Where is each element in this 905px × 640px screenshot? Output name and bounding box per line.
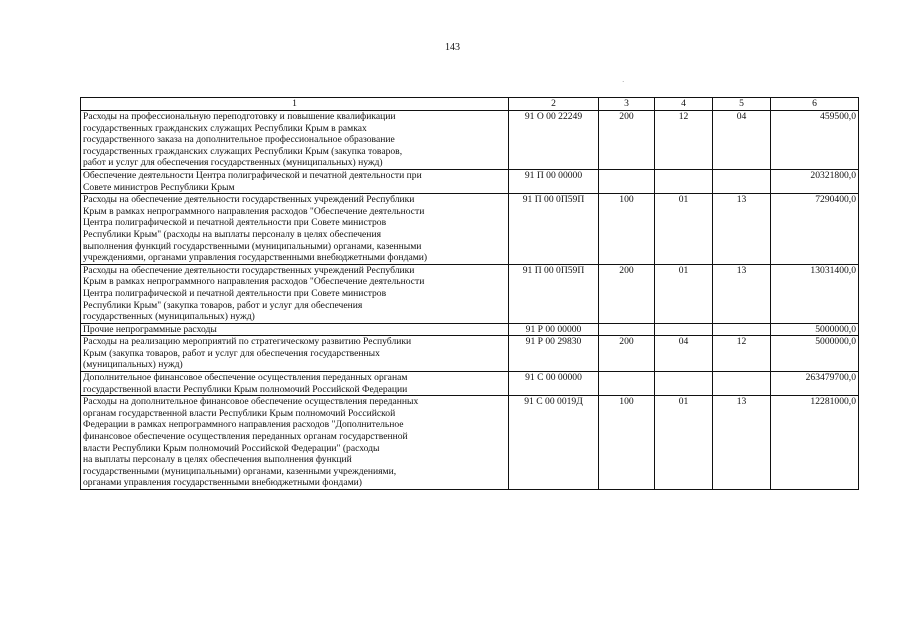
description-line: на выплаты персоналу в целях обеспечения выполнения функций	[83, 454, 352, 466]
code-cell: 91 Р 00 29830	[509, 336, 599, 372]
subsection-cell: 12	[713, 336, 771, 372]
description-line: Федерации в рамках непрограммного направления расходов "Дополнительное	[83, 419, 404, 431]
amount-cell: 5000000,0	[771, 323, 859, 336]
description-line: государственных (муниципальных) нужд)	[83, 311, 255, 323]
table-row	[81, 111, 859, 170]
header-cell-5: 5	[713, 98, 771, 111]
table-body	[81, 98, 859, 490]
header-cell-6: 6	[771, 98, 859, 111]
table-row	[81, 372, 859, 396]
subsection-cell	[713, 323, 771, 336]
description-line: финансовое обеспечение осуществления переданных органам государственной	[83, 431, 408, 443]
expense-type-cell: 200	[599, 264, 655, 323]
amount-cell: 20321800,0	[771, 169, 859, 193]
amount-cell: 13031400,0	[771, 264, 859, 323]
description-line: (муниципальных) нужд)	[83, 359, 183, 371]
description-line: Республики Крым" (закупка товаров, работ и услуг для обеспечения	[83, 299, 363, 311]
description-line: государственных гражданских служащих Республики Крым (закупка товаров,	[83, 145, 403, 157]
expense-type-cell	[599, 372, 655, 396]
description-line: Республики Крым" (расходы на выплаты персоналу в целях обеспечения	[83, 228, 381, 240]
expense-type-cell: 200	[599, 111, 655, 170]
amount-cell: 7290400,0	[771, 194, 859, 265]
table-row	[81, 169, 859, 193]
table-row	[81, 194, 859, 265]
code-cell: 91 С 00 0019Д	[509, 396, 599, 490]
header-cell-4: 4	[655, 98, 713, 111]
section-cell	[655, 169, 713, 193]
subsection-cell	[713, 372, 771, 396]
table-row	[81, 264, 859, 323]
description-line: Дополнительное финансовое обеспечение осуществления переданных органам	[83, 372, 408, 384]
code-cell: 91 П 00 00000	[509, 169, 599, 193]
code-cell: 91 О 00 22249	[509, 111, 599, 170]
description-line: Расходы на обеспечение деятельности государственных учреждений Республики	[83, 264, 415, 276]
description-cell	[81, 396, 509, 490]
description-line: власти Республики Крым полномочий Российской Федерации" (расходы	[83, 442, 380, 454]
header-cell-3: 3	[599, 98, 655, 111]
header-cell-2: 2	[509, 98, 599, 111]
section-cell	[655, 323, 713, 336]
description-line: Крым в рамках непрограммного направления расходов "Обеспечение деятельности	[83, 205, 425, 217]
description-line: Расходы на дополнительное финансовое обеспечение осуществления переданных	[83, 396, 419, 408]
section-cell: 01	[655, 396, 713, 490]
expense-type-cell: 100	[599, 194, 655, 265]
amount-cell: 263479700,0	[771, 372, 859, 396]
section-cell: 04	[655, 336, 713, 372]
description-line: работ и услуг для обеспечения государственных (муниципальных) нужд)	[83, 157, 383, 169]
scan-speck: ·	[622, 78, 625, 86]
expense-type-cell: 100	[599, 396, 655, 490]
description-line: Центра полиграфической и печатной деятельности при Совете министров	[83, 217, 387, 229]
table-row	[81, 396, 859, 490]
page-number: 143	[445, 42, 460, 53]
header-row	[81, 98, 859, 111]
subsection-cell: 04	[713, 111, 771, 170]
description-line: Прочие непрограммные расходы	[83, 323, 217, 335]
subsection-cell: 13	[713, 396, 771, 490]
amount-cell: 12281000,0	[771, 396, 859, 490]
description-cell	[81, 323, 509, 336]
description-line: органам государственной власти Республики Крым полномочий Российской	[83, 407, 396, 419]
description-line: выполнения функций государственными (муниципальными) органами, казенными	[83, 240, 422, 252]
description-cell	[81, 194, 509, 265]
expense-type-cell: 200	[599, 336, 655, 372]
expense-type-cell	[599, 323, 655, 336]
description-line: Крым (закупка товаров, работ и услуг для обеспечения государственных	[83, 347, 380, 359]
code-cell: 91 П 00 0П59П	[509, 194, 599, 265]
description-line: органами управления государственными внебюджетными фондами)	[83, 477, 362, 489]
description-line: государственной власти Республики Крым полномочий Российской Федерации	[83, 383, 408, 395]
description-cell	[81, 336, 509, 372]
section-cell: 01	[655, 194, 713, 265]
code-cell: 91 С 00 00000	[509, 372, 599, 396]
description-cell	[81, 111, 509, 170]
subsection-cell: 13	[713, 264, 771, 323]
code-cell: 91 Р 00 00000	[509, 323, 599, 336]
description-cell	[81, 372, 509, 396]
description-cell	[81, 264, 509, 323]
description-line: государственных гражданских служащих Республики Крым в рамках	[83, 122, 367, 134]
section-cell: 01	[655, 264, 713, 323]
description-line: Совете министров Республики Крым	[83, 181, 235, 193]
code-cell: 91 П 00 0П59П	[509, 264, 599, 323]
section-cell: 12	[655, 111, 713, 170]
amount-cell: 5000000,0	[771, 336, 859, 372]
budget-table	[80, 97, 859, 490]
description-line: учреждениями, органами управления государственными внебюджетными фондами)	[83, 252, 428, 264]
description-line: Расходы на реализацию мероприятий по стратегическому развитию Республики	[83, 336, 412, 348]
header-cell-1: 1	[81, 98, 509, 111]
amount-cell: 459500,0	[771, 111, 859, 170]
table-row	[81, 323, 859, 336]
description-line: Центра полиграфической и печатной деятельности при Совете министров	[83, 287, 387, 299]
description-line: государственного заказа на дополнительное профессиональное образование	[83, 134, 395, 146]
description-line: государственными (муниципальными) органами, казенными учреждениями,	[83, 465, 397, 477]
description-line: Расходы на профессиональную переподготовку и повышение квалификации	[83, 111, 396, 122]
table-row	[81, 336, 859, 372]
description-line: Обеспечение деятельности Центра полиграфической и печатной деятельности при	[83, 169, 422, 181]
description-cell	[81, 169, 509, 193]
description-line: Расходы на обеспечение деятельности государственных учреждений Республики	[83, 194, 415, 206]
expense-type-cell	[599, 169, 655, 193]
subsection-cell	[713, 169, 771, 193]
section-cell	[655, 372, 713, 396]
description-line: Крым в рамках непрограммного направления расходов "Обеспечение деятельности	[83, 276, 425, 288]
subsection-cell: 13	[713, 194, 771, 265]
